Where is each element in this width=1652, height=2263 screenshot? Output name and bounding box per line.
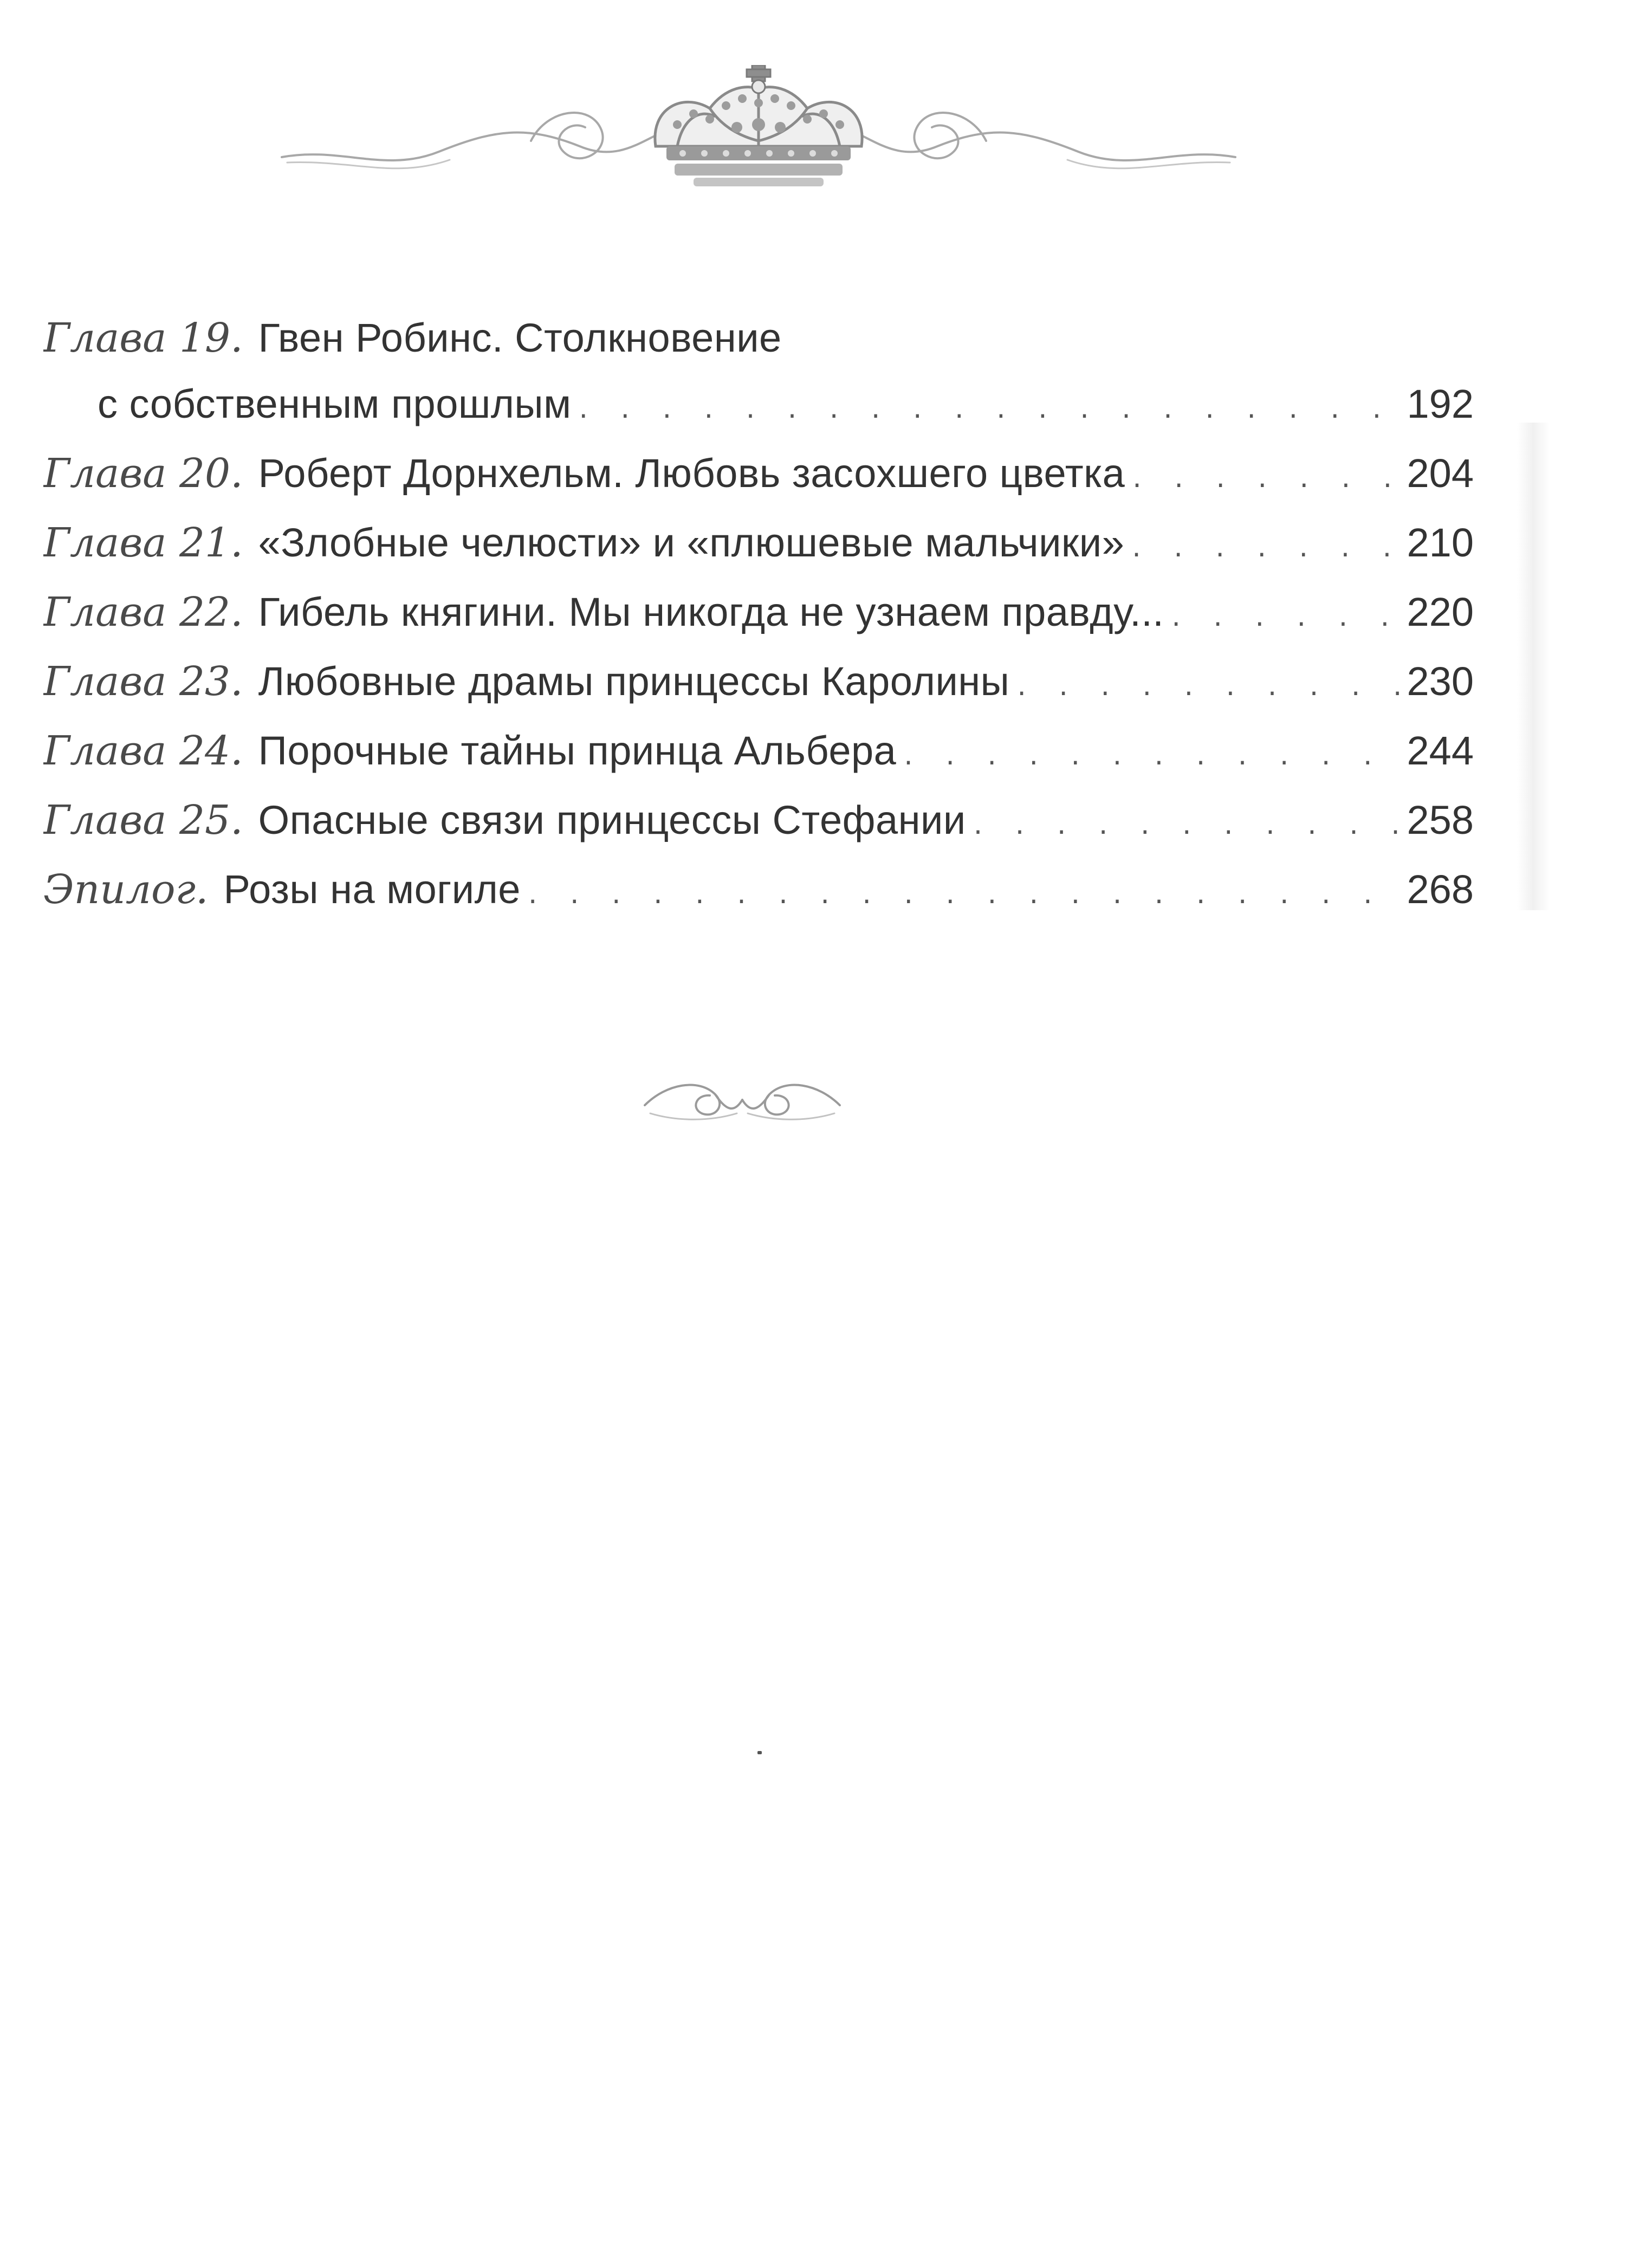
leader-dots [1171, 582, 1399, 647]
toc-entry-epilogue[interactable] [43, 855, 1474, 924]
page-number: 268 [1407, 867, 1474, 912]
chapter-title: Гибель княгини. Мы никогда не узнаем правду... [258, 589, 1164, 634]
chapter-title: Гвен Робинс. Столкновение [258, 315, 782, 360]
epilogue-label: Эпилог. [43, 866, 209, 913]
toc-entry-chapter-20[interactable] [43, 439, 1474, 508]
crown-with-flourishes-icon [276, 65, 1241, 206]
chapter-label: Глава 20. [43, 450, 243, 497]
toc-entry-chapter-19[interactable] [43, 303, 1474, 369]
chapter-label: Глава 24. [43, 728, 243, 774]
page-number: 220 [1407, 589, 1474, 634]
chapter-title: Порочные тайны принца Альбера [258, 728, 897, 773]
ink-speck [757, 1751, 762, 1754]
leader-dots [904, 721, 1399, 786]
leader-dots [974, 790, 1400, 855]
page-number: 192 [1407, 381, 1474, 426]
chapter-label: Глава 19. [43, 315, 243, 361]
page-number: 230 [1407, 659, 1474, 704]
leader-dots [1132, 513, 1399, 578]
toc-entry-chapter-19-continuation[interactable] [43, 369, 1474, 439]
page-number: 210 [1407, 520, 1474, 565]
page-number: 258 [1407, 797, 1474, 842]
chapter-title: Роберт Дорнхельм. Любовь засохшего цветка [258, 451, 1125, 496]
table-of-contents [43, 303, 1474, 924]
leader-dots [1132, 443, 1399, 508]
epilogue-title: Розы на могиле [223, 867, 521, 912]
leader-dots [579, 374, 1399, 439]
leader-dots [528, 859, 1400, 924]
page-edge-shadow [1517, 423, 1550, 910]
toc-entry-chapter-24[interactable] [43, 716, 1474, 786]
page-number: 204 [1407, 451, 1474, 496]
toc-entry-chapter-23[interactable] [43, 647, 1474, 716]
leader-dots [1017, 651, 1399, 716]
chapter-title-continuation: с собственным прошлым [98, 381, 572, 426]
chapter-label: Глава 22. [43, 589, 243, 636]
page-number: 244 [1407, 728, 1474, 773]
chapter-label: Глава 23. [43, 658, 243, 705]
chapter-title: Опасные связи принцессы Стефании [258, 797, 966, 842]
chapter-label: Глава 21. [43, 520, 243, 566]
toc-entry-chapter-21[interactable] [43, 508, 1474, 578]
chapter-title: «Злобные челюсти» и «плюшевые мальчики» [258, 520, 1125, 565]
toc-entry-chapter-25[interactable] [43, 786, 1474, 855]
chapter-label: Глава 25. [43, 797, 243, 844]
chapter-title: Любовные драмы принцессы Каролины [258, 659, 1010, 704]
toc-entry-chapter-22[interactable] [43, 578, 1474, 647]
double-flourish-icon [634, 1062, 851, 1127]
